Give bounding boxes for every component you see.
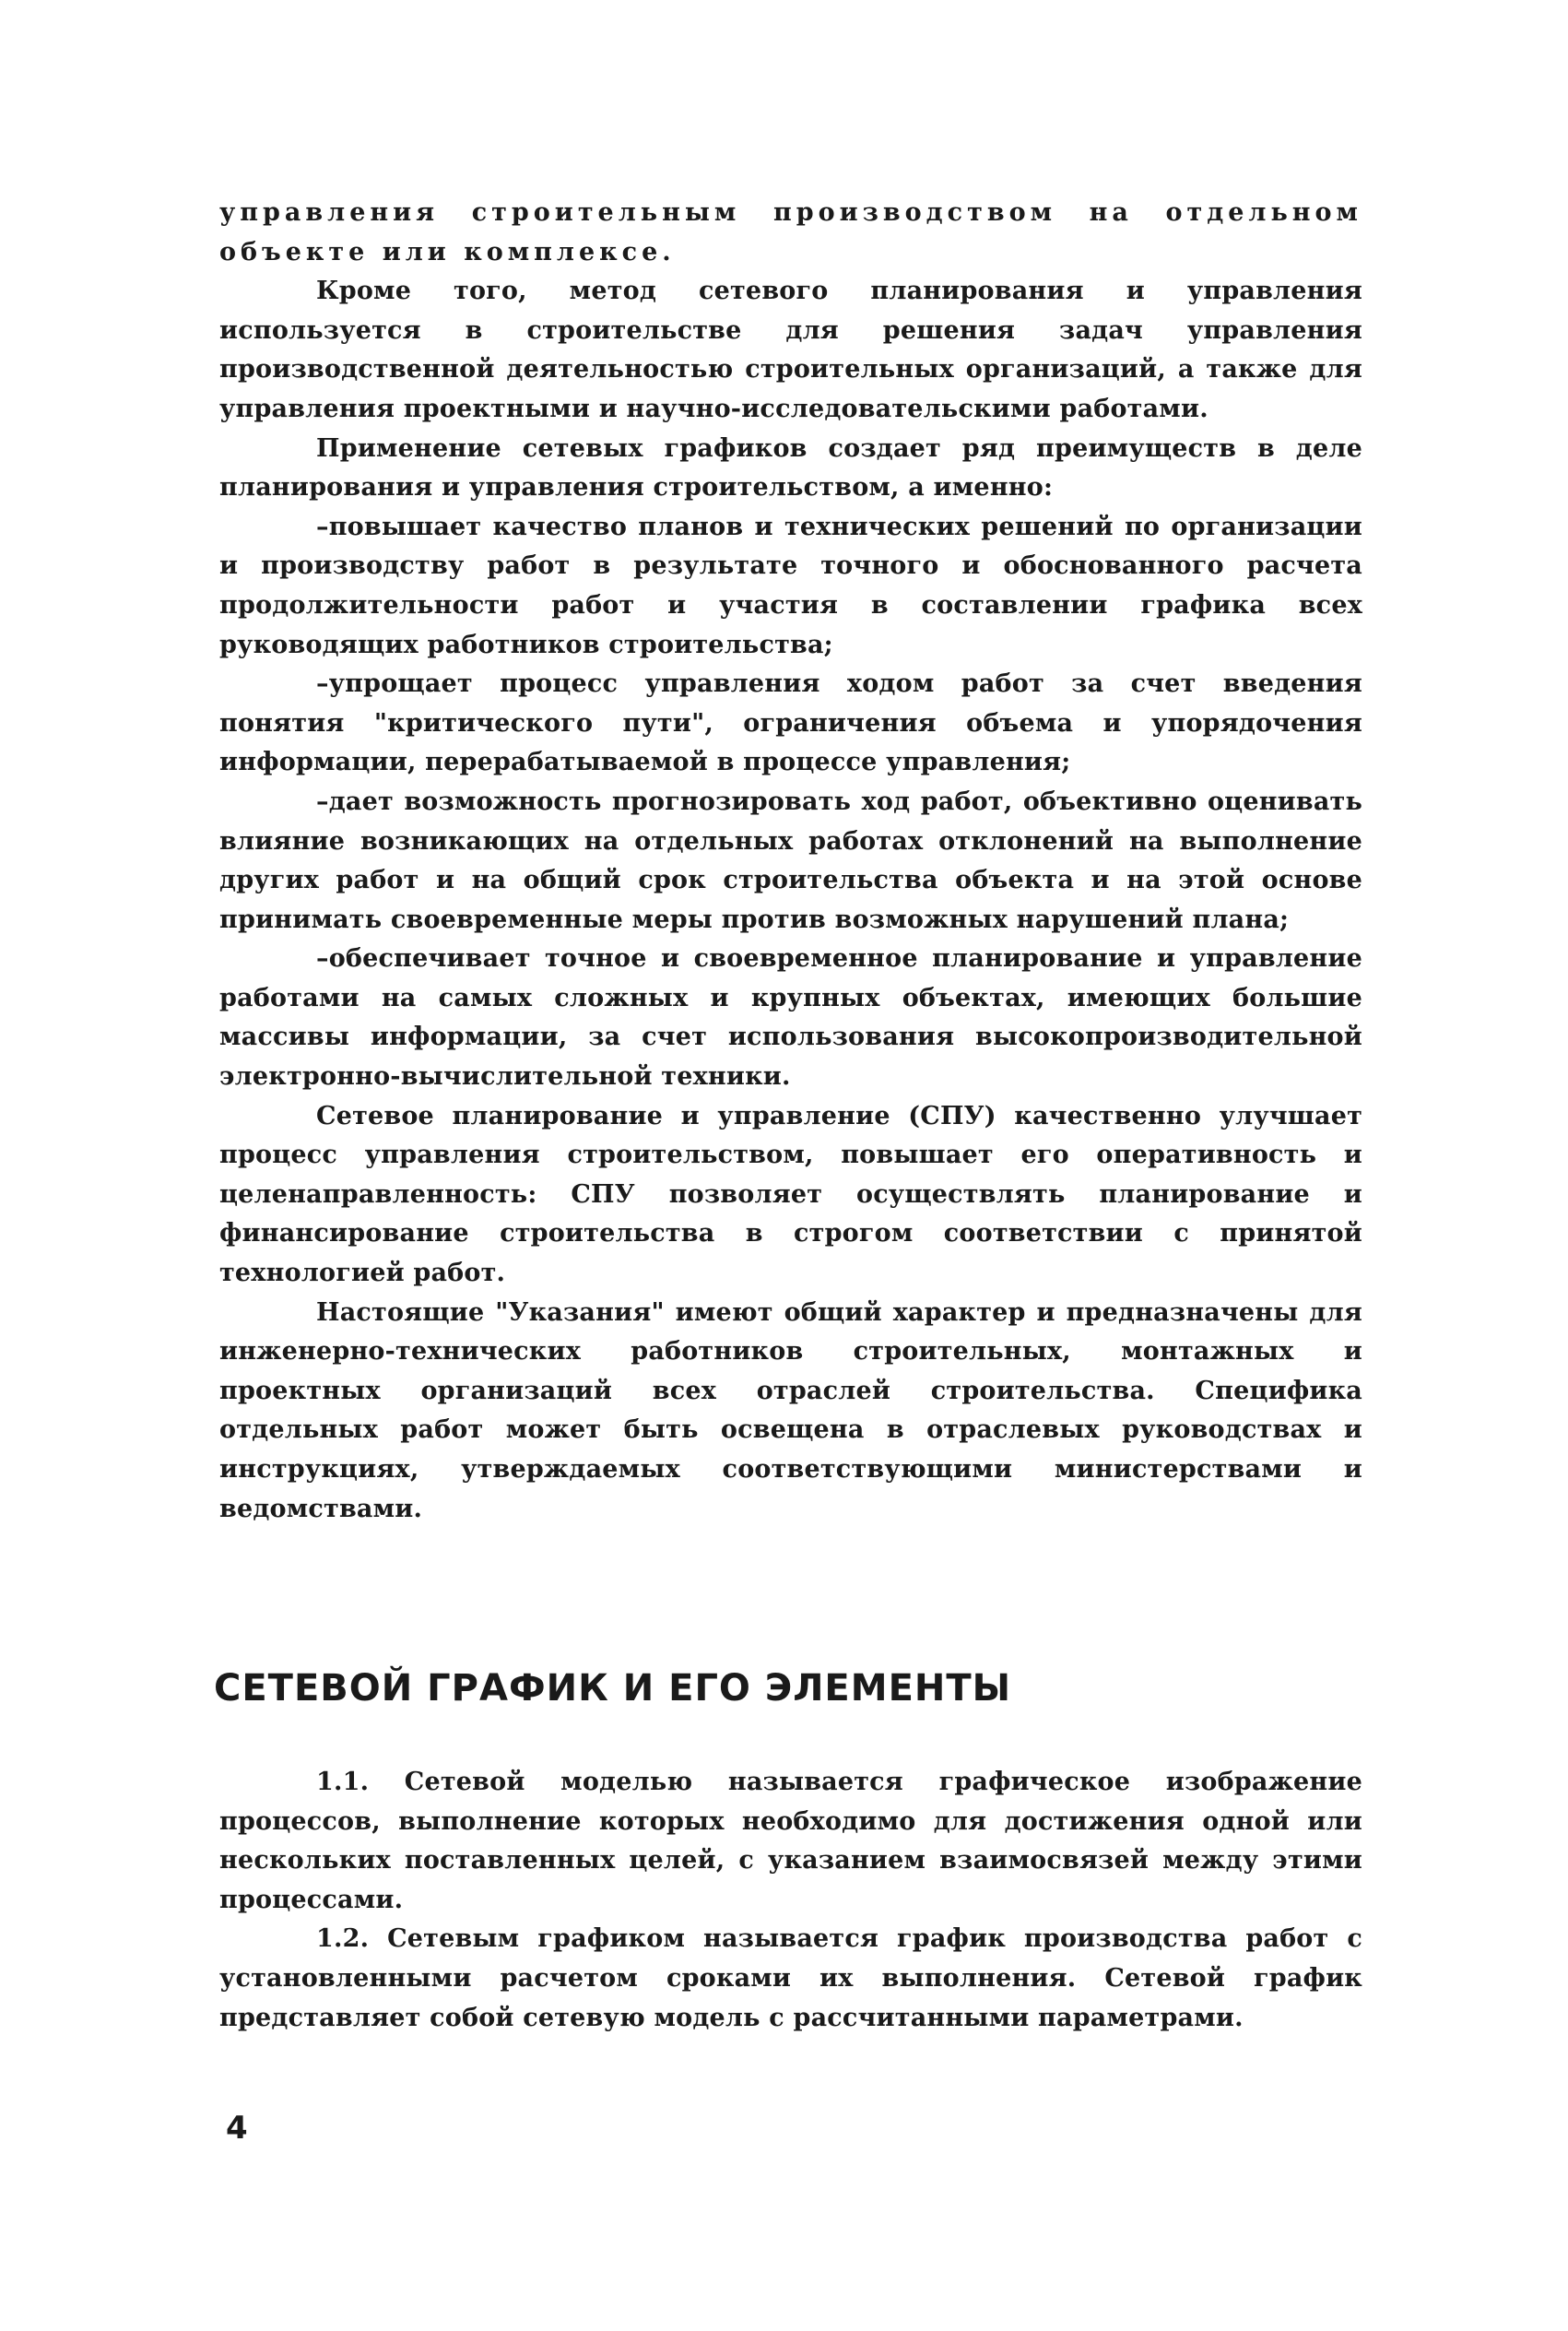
definition-item: 1.1. Сетевой моделью называется графическое изображение процессов, выполнение которых необходимо для достижения одной или нескольких поставленных целей, с указанием взаимосвязей между этими процессами. [219,1768,1362,1914]
paragraph-spu-usage: Кроме того, метод сетевого планирования и управления используется в строительстве для решения задач управления производственной деятельностью строительных организаций, а также для управления проектными и научно-исследовательскими работами. [219,277,1362,423]
page-number: 4 [226,2110,248,2147]
list-item-advantage: –дает возможность прогнозировать ход работ, объективно оценивать влияние возникающих на отдельных работах отклонений на выполнение других работ и на общий срок строительства объекта и на этой основе принимать своевременные меры против возможных нарушений плана; [219,787,1362,934]
definition-item: 1.2. Сетевым графиком называется график производства работ с установленными расчетом сроками их выполнения. Сетевой график представляет собой сетевую модель с рассчитанными параметрами. [219,1924,1362,2032]
body-text-top [219,194,1362,1529]
paragraph-spu-quality: Сетевое планирование и управление (СПУ) качественно улучшает процесс управления строительством, повышает его оперативность и целенаправленность: СПУ позволяет осуществлять планирование и финансирование строительства в строгом соответствии с принятой технологией работ. [219,1101,1362,1288]
list-item-advantage: –упрощает процесс управления ходом работ за счет введения понятия "критического пути", ограничения объема и упорядочения информации, перерабатываемой в процессе управления; [219,669,1362,777]
body-text-bottom [219,1763,1362,2038]
paragraph-continuation: управления строительным производством на отдельном объекте или комплексе. [219,198,1362,266]
paragraph-advantages-intro: Применение сетевых графиков создает ряд преимуществ в деле планирования и управления строительством, а именно: [219,433,1362,503]
list-item-advantage: –повышает качество планов и технических решений по организации и производству работ в результате точного и обоснованного расчета продолжительности работ и участия в составлении графика всех руководящих работников строительства; [219,512,1362,659]
list-item-advantage: –обеспечивает точное и своевременное планирование и управление работами на самых сложных и крупных объектах, имеющих большие массивы информации, за счет использования высокопроизводительной электронно-вычислительной техники. [219,944,1362,1092]
section-heading: СЕТЕВОЙ ГРАФИК И ЕГО ЭЛЕМЕНТЫ [214,1667,1012,1710]
paragraph-scope: Настоящие "Указания" имеют общий характер и предназначены для инженерно-технических работников строительных, монтажных и проектных организаций всех отраслей строительства. Специфика отдельных работ может быть освещена в отраслевых руководствах и инструкциях, утверждаемых соответствующими министерствами и ведомствами. [219,1297,1362,1523]
